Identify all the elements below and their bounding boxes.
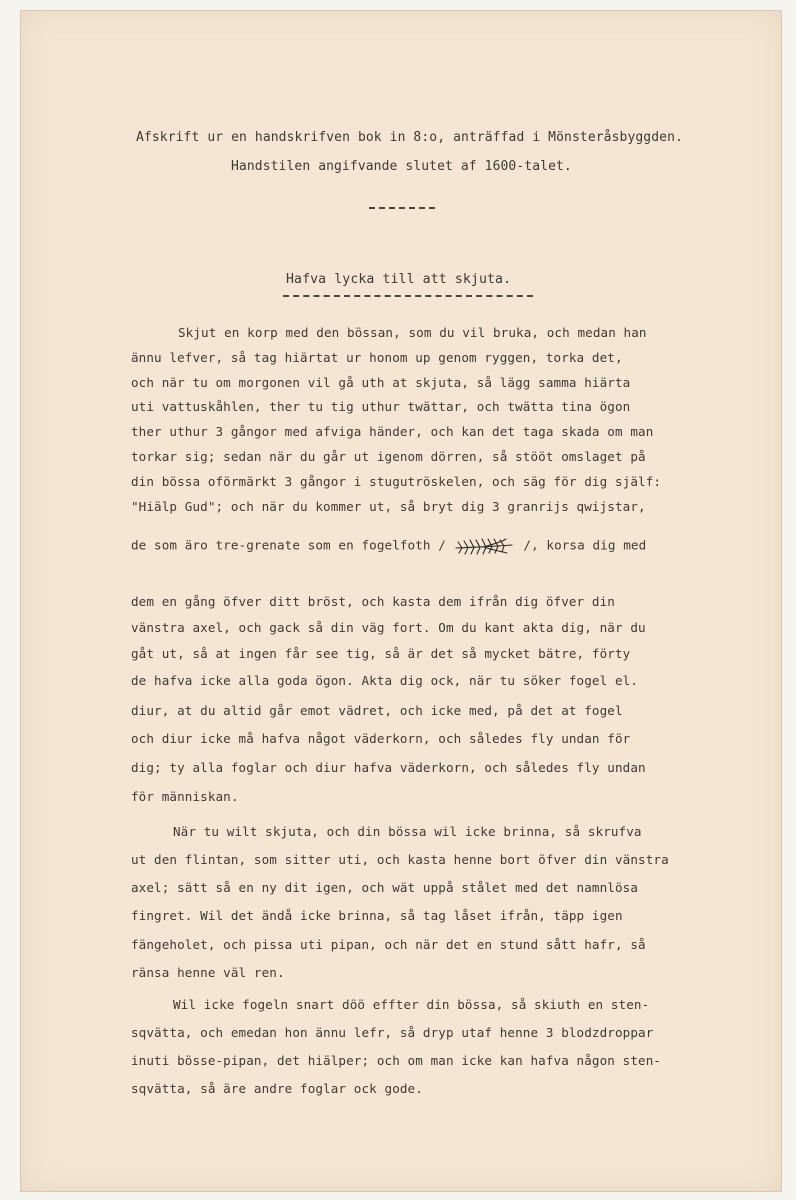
text-line: sqvätta, så äre andre foglar ock gode. (131, 1081, 423, 1096)
fogelfoth-text-after: /, korsa dig med (523, 537, 647, 553)
text-line: och när tu om morgonen vil gå uth at skjuta, så lägg samma hiärta (131, 375, 631, 390)
text-line: för människan. (131, 789, 239, 804)
fogelfoth-text-before: de som äro tre-grenate som en fogelfoth / (131, 537, 446, 553)
text-line: "Hiälp Gud"; och när du kommer ut, så bryt dig 3 granrijs qwijstar, (131, 499, 646, 514)
text-line: uti vattuskåhlen, ther tu tig uthur twättar, och twätta tina ögon (131, 399, 631, 414)
text-line: ännu lefver, så tag hiärtat ur honom up genom ryggen, torka det, (131, 350, 623, 365)
text-line: När tu wilt skjuta, och din bössa wil icke brinna, så skrufva (173, 824, 642, 839)
text-line: din bössa oförmärkt 3 gångor i stugutröskelen, och säg för dig själf: (131, 474, 662, 489)
text-line: Skjut en korp med den bössan, som du vil bruka, och medan han (178, 325, 647, 340)
text-line: de hafva icke alla goda ögon. Akta dig ock, när tu söker fogel el. (131, 673, 639, 688)
text-line: inuti bösse-pipan, det hiälper; och om man icke kan hafva någon sten- (131, 1053, 662, 1068)
text-line: och diur icke må hafva något väderkorn, och således fly undan för (131, 731, 631, 746)
text-line: vänstra axel, och gack så din väg fort. Om du kant akta dig, när du (131, 620, 646, 635)
text-line-fogelfoth (131, 535, 646, 557)
header-line-1: Afskrift ur en handskrifven bok in 8:o, anträffad i Mönsteråsbyggden. (136, 130, 683, 145)
header-divider (369, 207, 435, 209)
text-line: ther uthur 3 gångor med afviga händer, och kan det taga skada om man (131, 424, 654, 439)
text-line: dig; ty alla foglar och diur hafva väderkorn, och således fly undan (131, 760, 646, 775)
text-line: dem en gång öfver ditt bröst, och kasta dem ifrån dig öfver din (131, 594, 615, 609)
text-line: fingret. Wil det ändå icke brinna, så tag låset ifrån, täpp igen (131, 908, 623, 923)
header-line-2: Handstilen angifvande slutet af 1600-talet. (231, 159, 572, 174)
text-line: diur, at du altid går emot vädret, och icke med, på det at fogel (131, 703, 623, 718)
text-line: torkar sig; sedan när du går ut igenom dörren, så stööt omslaget på (131, 449, 646, 464)
text-line: axel; sätt så en ny dit igen, och wät uppå stålet med det namnlösa (131, 880, 639, 895)
text-line: fängeholet, och pissa uti pipan, och när det en stund sått hafr, så (131, 937, 646, 952)
text-line: gåt ut, så at ingen får see tig, så är det så mycket bätre, förty (131, 646, 631, 661)
text-line: ut den flintan, som sitter uti, och kasta henne bort öfver din vänstra (131, 852, 669, 867)
fir-sprig-drawing (454, 535, 516, 557)
title-underline (283, 295, 533, 297)
section-title: Hafva lycka till att skjuta. (286, 272, 512, 287)
text-line: ränsa henne väl ren. (131, 965, 285, 980)
text-line: Wil icke fogeln snart döö effter din bössa, så skiuth en sten- (173, 997, 650, 1012)
text-line: sqvätta, och emedan hon ännu lefr, så dryp utaf henne 3 blodzdroppar (131, 1025, 654, 1040)
